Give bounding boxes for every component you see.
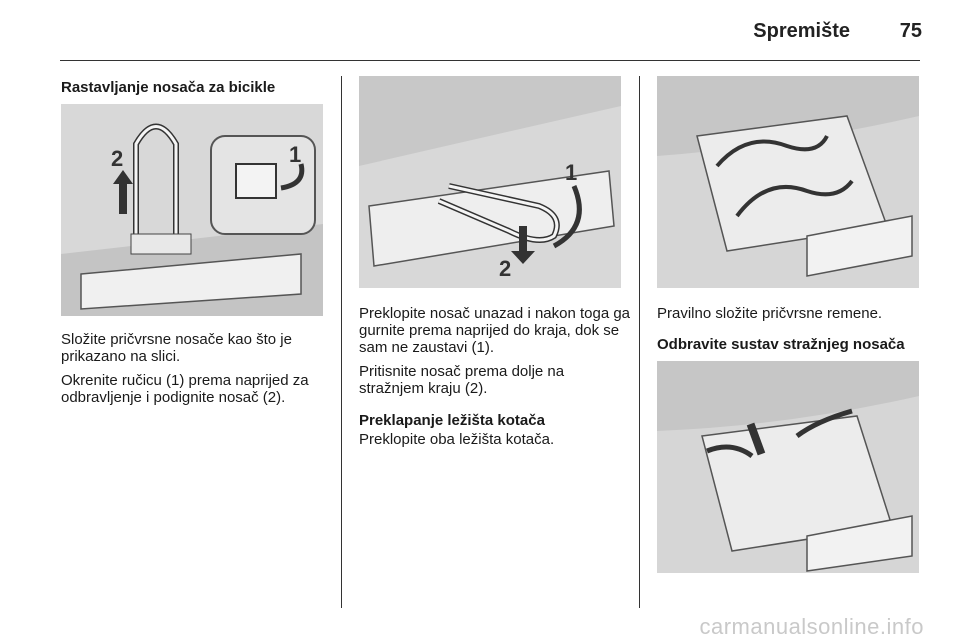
figure-fold-carrier-back (359, 76, 621, 288)
section-heading-bike-carrier-disassembly: Rastavljanje nosača za bicikle (61, 79, 276, 96)
col2-instructions (359, 305, 631, 404)
instruction-turn-handle: Okrenite ručicu (1) prema naprijed za odbravljenje i podignite nosač (2). (61, 372, 309, 406)
page-title: Spremište (753, 20, 850, 42)
col1-instructions (61, 331, 331, 413)
instruction-fold-back: Preklopite nosač unazad i nakon toga ga gurnite prema naprijed do kraja, dok se sam ne zaustavi (1). (359, 305, 631, 356)
column-separator-1 (341, 76, 342, 608)
figure-unlock-rear-carrier (657, 361, 919, 573)
section-heading-fold-wheel-holders: Preklapanje ležišta kotača (359, 412, 545, 429)
column-separator-2 (639, 76, 640, 608)
figure-callout-1: 1 (289, 142, 302, 167)
figure-callout-2: 2 (111, 146, 124, 171)
figure-straps-arrangement (657, 76, 919, 288)
figure-callout-2: 2 (499, 256, 512, 281)
instruction-fold-brackets: Složite pričvrsne nosače kao što je prikazano na slici. (61, 331, 292, 365)
watermark: carmanualsonline.info (699, 614, 924, 639)
instruction-press-down: Pritisnite nosač prema dolje na stražnjem kraju (2). (359, 363, 565, 397)
figure-bike-carrier-lift (61, 104, 323, 316)
figure-callout-1: 1 (565, 160, 578, 185)
header-rule (60, 60, 920, 61)
instruction-fold-wheel-holders: Preklopite oba ležišta kotača. (359, 431, 555, 448)
instruction-arrange-straps: Pravilno složite pričvrsne remene. (657, 305, 883, 322)
section-heading-unlock-rear-carrier: Odbravite sustav stražnjeg nosača (657, 336, 905, 353)
page-number: 75 (899, 20, 922, 42)
